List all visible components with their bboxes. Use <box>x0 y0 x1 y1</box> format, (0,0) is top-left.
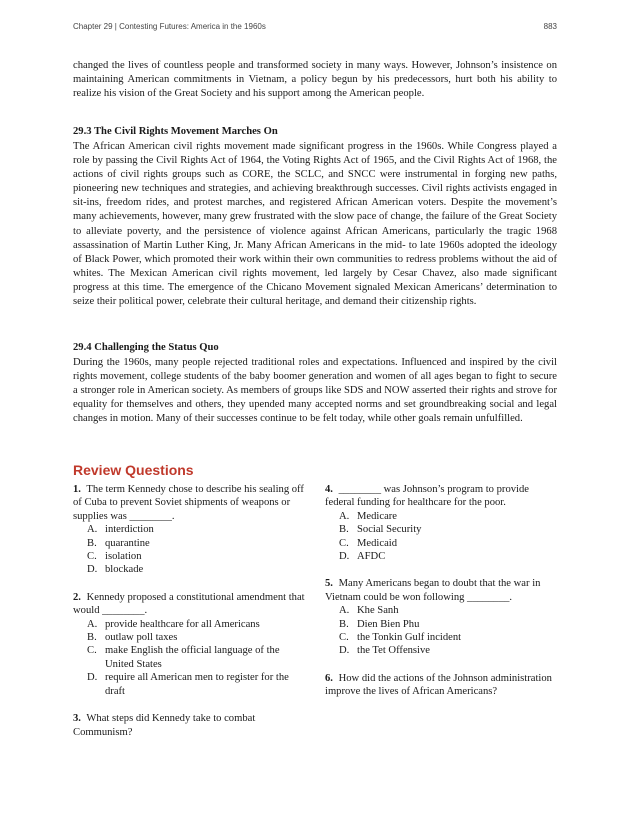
question-number: 2. <box>73 591 81 603</box>
option-c <box>339 537 557 550</box>
option-list <box>325 604 557 658</box>
review-column-left <box>73 483 305 753</box>
section-body-29-3: The African American civil rights movement made significant progress in the 1960s. While Congress played a role by passing the Civil Rights Act of 1964, the Voting Rights Act of 1965, and the Civil Rights Act of 1968, the actions of civil rights groups such as CORE, the SCLC, and SNCC were instrumental in forging new paths, pioneering new techniques and strategies, and achieving breakthrough successes. Civil rights activists engaged in sit-ins, freedom rides, and protest marches, and registered African American voters. Despite the movement’s many achievements, however, many grew frustrated with the slow pace of change, the failure of the Great Society to alleviate poverty, and the persistence of violence against African Americans, particularly the tragic 1968 assassination of Martin Luther King, Jr. Many African Americans in the mid- to late 1960s adopted the ideology of Black Power, which promoted their work within their own communities to redress problems without the aid of whites. The Mexican American civil rights movement, led largely by Cesar Chavez, also made significant progress at this time. The emergence of the Chicano Movement signaled Mexican Americans’ determination to seize their political power, celebrate their cultural heritage, and demand their citizenship rights. <box>73 141 557 308</box>
option-text: Dien Bien Phu <box>357 618 420 630</box>
option-text: require all American men to register for the draft <box>105 672 289 697</box>
option-text: isolation <box>105 551 142 563</box>
option-text: Medicare <box>357 510 397 522</box>
option-letter: C. <box>339 632 349 644</box>
section-title-29-3: 29.3 The Civil Rights Movement Marches On <box>73 126 278 137</box>
option-d <box>339 550 557 563</box>
question-5 <box>325 577 557 657</box>
option-letter: D. <box>339 645 350 657</box>
question-6 <box>325 672 557 699</box>
option-letter: A. <box>87 524 98 536</box>
option-d <box>339 644 557 657</box>
review-column-right <box>325 483 557 713</box>
option-letter: A. <box>339 510 350 522</box>
question-stem <box>325 483 557 510</box>
option-letter: C. <box>87 551 97 563</box>
option-letter: A. <box>87 618 98 630</box>
question-number: 3. <box>73 713 81 725</box>
option-b <box>87 631 305 644</box>
option-text: Medicaid <box>357 537 398 549</box>
option-text: quarantine <box>105 537 150 549</box>
question-text: Kennedy proposed a constitutional amendment that would ________. <box>73 591 305 617</box>
option-list <box>73 618 305 698</box>
question-4 <box>325 483 557 563</box>
question-text: Many Americans began to doubt that the war in Vietnam could be won following ________. <box>325 578 541 603</box>
question-stem <box>73 712 305 739</box>
option-letter: D. <box>87 564 98 576</box>
option-letter: C. <box>87 645 97 657</box>
option-a <box>87 618 305 631</box>
question-stem <box>73 483 305 523</box>
option-text: AFDC <box>357 551 386 563</box>
question-text: ________ was Johnson’s program to provide federal funding for healthcare for the poor. <box>325 484 529 509</box>
option-c <box>87 644 305 671</box>
section-title-29-4: 29.4 Challenging the Status Quo <box>73 342 219 353</box>
option-a <box>339 510 557 523</box>
option-list <box>325 510 557 564</box>
question-1 <box>73 483 305 577</box>
option-letter: B. <box>87 632 97 644</box>
option-c <box>87 550 305 563</box>
option-text: provide healthcare for all Americans <box>105 618 260 630</box>
option-text: outlaw poll taxes <box>105 632 178 644</box>
option-letter: B. <box>339 618 349 630</box>
option-text: Khe Sanh <box>357 605 399 617</box>
review-questions-heading: Review Questions <box>73 462 194 478</box>
option-text: the Tet Offensive <box>357 645 431 657</box>
option-b <box>339 618 557 631</box>
running-header <box>73 22 557 36</box>
question-stem <box>325 672 557 699</box>
chapter-title: Chapter 29 | Contesting Futures: America in the 1960s <box>73 22 266 31</box>
option-letter: D. <box>87 672 98 684</box>
question-stem <box>325 577 557 604</box>
option-a <box>339 604 557 617</box>
option-c <box>339 631 557 644</box>
question-stem <box>73 591 305 618</box>
option-b <box>87 537 305 550</box>
question-number: 5. <box>325 578 333 590</box>
question-3 <box>73 712 305 739</box>
option-letter: A. <box>339 605 350 617</box>
option-b <box>339 523 557 536</box>
option-list <box>73 523 305 577</box>
option-text: make English the official language of the United States <box>105 645 280 670</box>
section-body-29-4: During the 1960s, many people rejected traditional roles and expectations. Influenced and inspired by the civil rights movement, college students of the baby boomer generation and women of all ages began to fight to secure a stronger role in American society. As members of groups like SDS and NOW asserted their rights and strove for equality for themselves and others, they upended many accepted norms and set groundbreaking social and legal changes in motion. Many of their successes continue to be felt today, while other goals remain unfulfilled. <box>73 357 557 425</box>
option-letter: B. <box>87 537 97 549</box>
option-letter: C. <box>339 537 349 549</box>
question-text: How did the actions of the Johnson administration improve the lives of African Americans? <box>325 672 552 698</box>
question-number: 1. <box>73 484 81 495</box>
page-number: 883 <box>543 22 557 31</box>
option-d <box>87 671 305 698</box>
option-text: interdiction <box>105 524 154 536</box>
option-a <box>87 523 305 536</box>
option-letter: D. <box>339 551 350 563</box>
question-number: 4. <box>325 484 333 495</box>
intro-paragraph: changed the lives of countless people and transformed society in many ways. However, Johnson’s insistence on maintaining American commitments in Vietnam, a policy begun by his predecessors, hurt both his ability to realize his vision of the Great Society and his support among the American people. <box>73 60 557 100</box>
option-text: the Tonkin Gulf incident <box>357 632 462 644</box>
question-2 <box>73 591 305 698</box>
question-text: The term Kennedy chose to describe his sealing off of Cuba to prevent Soviet shipments of weapons or supplies was ________. <box>73 484 304 522</box>
question-number: 6. <box>325 672 333 684</box>
option-letter: B. <box>339 524 349 536</box>
option-d <box>87 563 305 576</box>
question-text: What steps did Kennedy take to combat Communism? <box>73 713 256 738</box>
option-text: Social Security <box>357 524 422 536</box>
option-text: blockade <box>105 564 144 576</box>
